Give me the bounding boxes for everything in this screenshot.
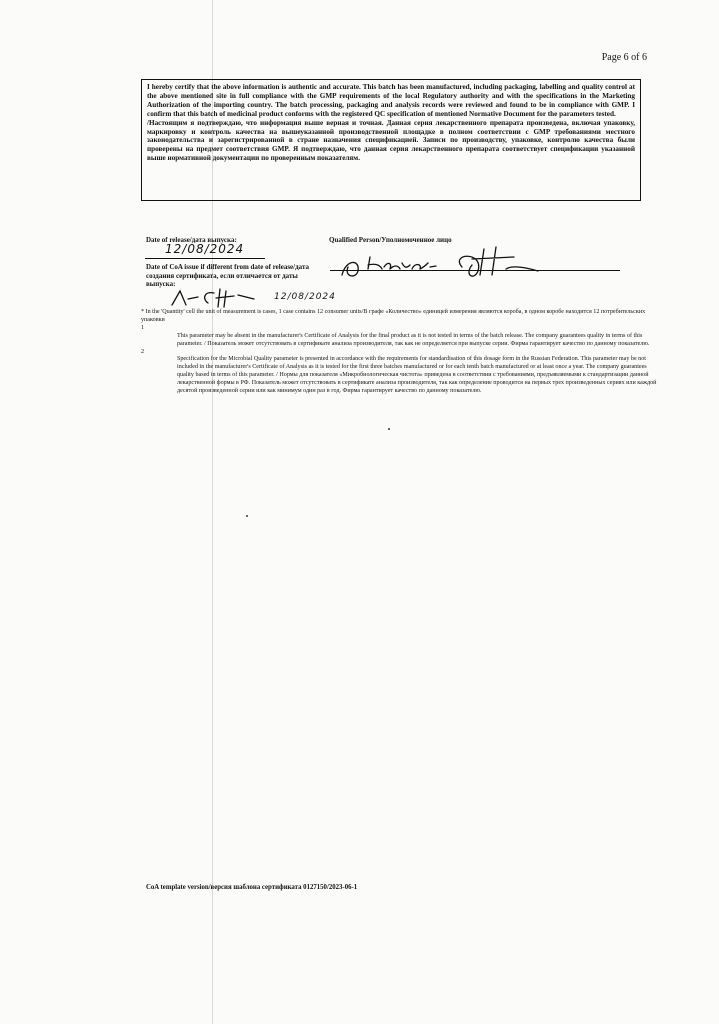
- footnotes: [141, 309, 662, 396]
- release-date-label: Date of release/дата выпуска:: [146, 236, 237, 244]
- qualified-person-line: [330, 270, 620, 271]
- scan-speck: [388, 428, 390, 430]
- certification-text-english: I hereby certify that the above information is authentic and accurate. This batch has been manufactured, including packaging, labelling and quality control at the above mentioned site in full compliance with the GMP requirements of the local Regulatory authority and with the specifications in the Marketing Authorization of the importing country. The batch processing, packaging and analysis records were reviewed and found to be in compliance with GMP. I confirm that this batch of medicinal product conforms with the registered QC specification of mentioned Normative Document for the parameters tested.: [147, 83, 635, 118]
- coa-issue-date-label: Date of CoA issue if different from date of release/дата создания сертификата, если отличается от даты выпуска:: [146, 263, 309, 288]
- release-date-value: 12/08/2024: [165, 242, 245, 256]
- coa-issue-date-value: 12/08/2024: [274, 292, 336, 302]
- footnote-marker-1: 1: [141, 324, 145, 331]
- certification-text-russian: /Настоящим я подтверждаю, что информация выше верная и точная. Данная серия лекарственного препарата произведена, включая упаковку, маркировку и контроль качества на вышеуказанной производственной площадке в полном соответствии с GMP требованиями местного законодательства и зарегистрированной в стране назначения спецификацией. Записи по производству, упаковке, контролю качества были проверены на предмет соответствия GMP. Я подтверждаю, что данная серия лекарственного препарата соответствует спецификации указанной выше нормативной документации по проверенным показателям.: [147, 118, 635, 163]
- coa-initials-signature: [168, 285, 258, 309]
- scan-speck: [246, 515, 248, 517]
- release-date-line: [145, 258, 265, 259]
- certification-statement-box: [141, 79, 641, 201]
- qualified-person-signature: [338, 245, 548, 283]
- footnote-marker-2: 2: [141, 348, 145, 355]
- template-version-footer: CoA template version/версия шаблона сертификата 0127150/2023-06-1: [146, 884, 358, 891]
- page-number: Page 6 of 6: [601, 52, 647, 63]
- footnote-quantity: * In the 'Quantity' cell the unit of measurement is cases, 1 case contains 12 consumer units/В графе «Количество» единицей измерения являются короба, в одном коробе находится 12 потребительских упаковки: [141, 309, 646, 323]
- footnote-1-text: This parameter may be absent in the manufacturer's Certificate of Analysis for the final product as it is not tested in terms of the batch release. The company guarantees quality in terms of this parameter. / Показатель может отсутствовать в сертификате анализа производителя, так как не определяется при выпуске серии. Фирма гарантирует качество по данному показателю.: [177, 332, 650, 347]
- footnote-2-text: Specification for the Microbial Quality parameter is presented in accordance with the requirements for standardisation of this dosage form in the Russian Federation. This parameter may be not included in the manufacturer's Certificate of Analysis as it is tested for the first three batches manufactured or for each tenth batch manufactured or at least once a year. The company guarantees quality based in terms of this parameter. / Нормы для показателя «Микробиологическая чистота» приведена в соответствии с требованиями, предъявляемыми к стандартизации данной лекарственной формы в РФ. Показатель может отсутствовать в сертификате анализа производителя, так как определение проводится на первых трех произведенных сериях или каждой десятой произведенной серии или как минимум один раз в год. Фирма гарантирует качество по данному показателю.: [177, 356, 657, 395]
- qualified-person-label: Qualified Person/Уполномоченное лицо: [329, 236, 452, 244]
